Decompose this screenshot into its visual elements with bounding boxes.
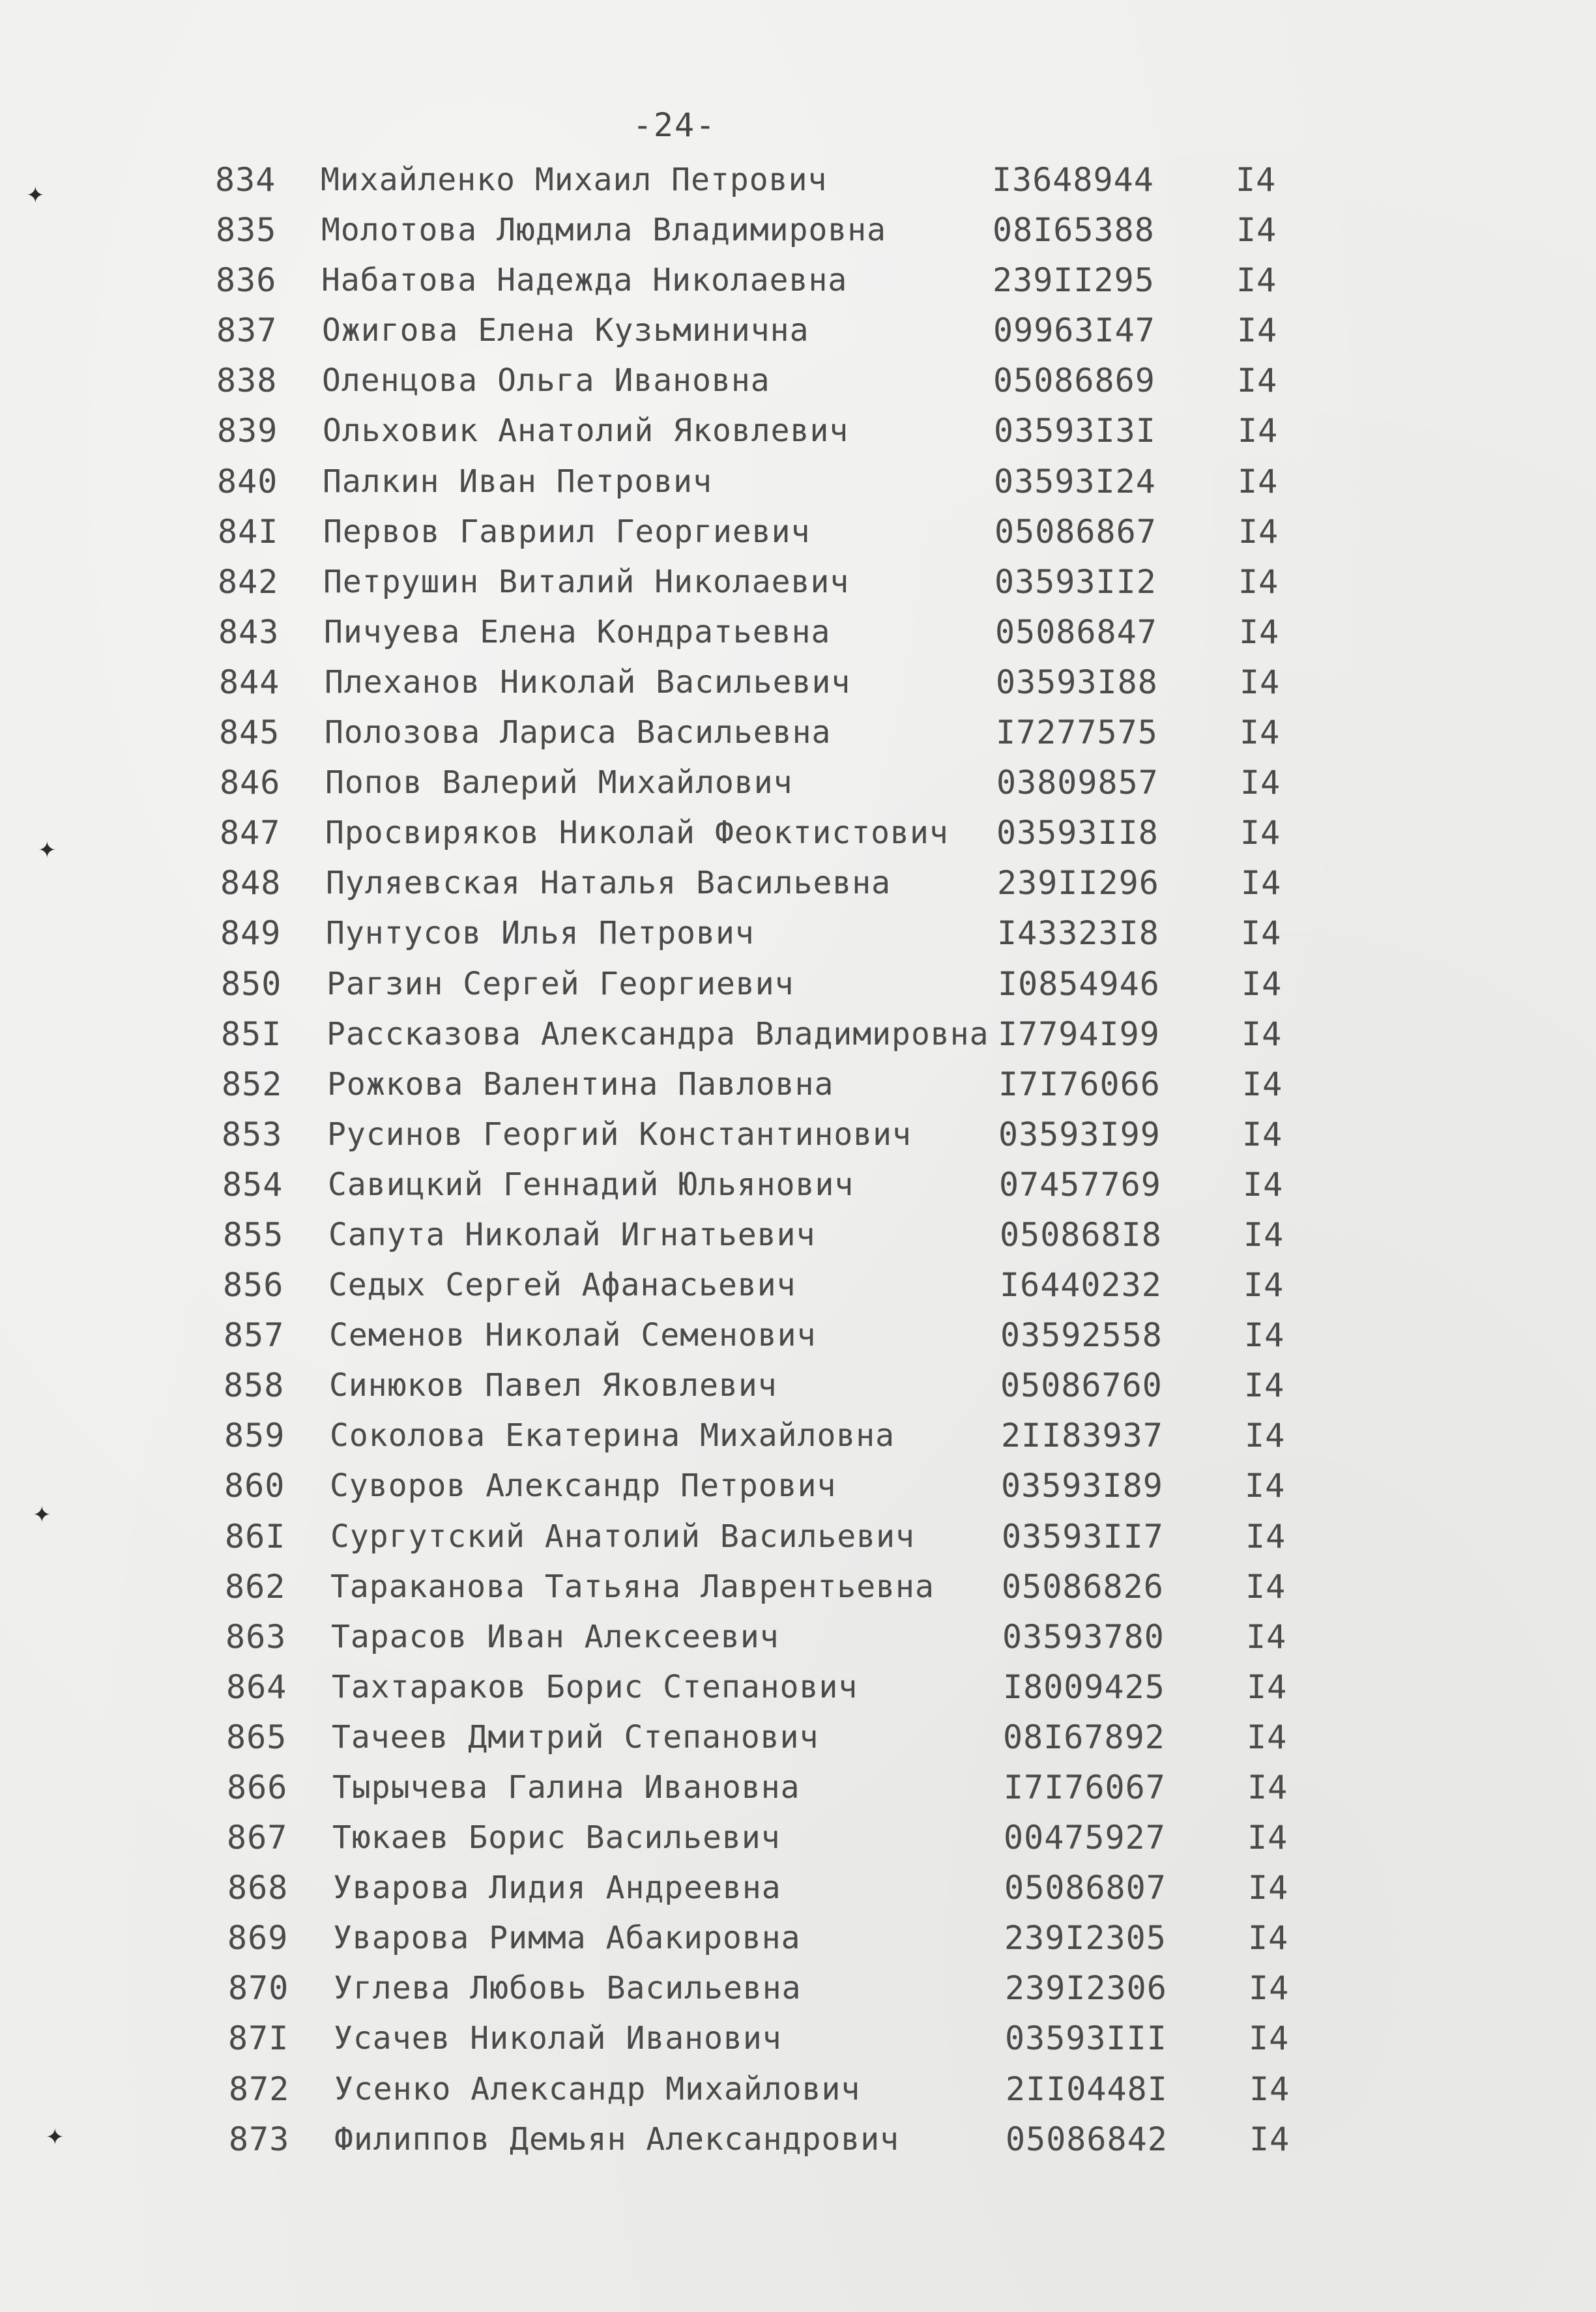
list-item-name: Ольховик Анатолий Яковлевич: [323, 412, 849, 450]
list-item: [0, 356, 1596, 406]
list-item: [0, 1863, 1596, 1913]
list-item-name: Усенко Александр Михайлович: [334, 2070, 861, 2107]
list-item-grade: I4: [1243, 1266, 1284, 1305]
list-item-grade: I4: [1240, 714, 1281, 752]
list-item-number: 834: [215, 161, 276, 199]
list-item-code: 03593I89: [1001, 1467, 1163, 1505]
list-item-name: Молотова Людмила Владимировна: [321, 212, 887, 249]
list-item-number: 843: [218, 613, 280, 651]
list-item-name: Тырычева Галина Ивановна: [332, 1769, 800, 1806]
list-item-grade: I4: [1245, 1567, 1286, 1606]
list-item-code: 09963I47: [993, 311, 1155, 350]
list-item-code: 03593II8: [996, 814, 1159, 852]
list-item-name: Тачеев Дмитрий Степанович: [332, 1718, 819, 1756]
list-item-number: 872: [229, 2070, 290, 2108]
list-item-number: 873: [229, 2120, 290, 2158]
list-item-code: 08I65388: [993, 211, 1155, 250]
list-item-name: Уварова Лидия Андреевна: [333, 1870, 781, 1907]
list-item: [0, 1712, 1596, 1763]
list-item-code: 05086807: [1004, 1869, 1167, 1907]
list-item: [0, 607, 1596, 657]
list-item: [0, 306, 1596, 356]
list-item-number: 862: [225, 1567, 286, 1606]
list-item: [0, 1461, 1596, 1511]
list-item-name: Попов Валерий Михайлович: [325, 764, 793, 802]
list-item-grade: I4: [1238, 412, 1279, 450]
list-item-grade: I4: [1247, 1769, 1288, 1806]
list-item-grade: I4: [1238, 562, 1279, 601]
list-item-code: 05086760: [1000, 1366, 1163, 1405]
list-item-number: 867: [227, 1819, 288, 1857]
list-item-number: 857: [224, 1316, 285, 1355]
list-item: [0, 2014, 1596, 2064]
list-item: [0, 2064, 1596, 2115]
list-item-grade: I4: [1247, 1718, 1288, 1756]
list-item-grade: I4: [1249, 2019, 1290, 2058]
list-item-code: 00475927: [1004, 1819, 1166, 1857]
list-item-code: 03809857: [996, 764, 1159, 802]
list-item-number: 865: [226, 1718, 287, 1756]
list-item-number: 868: [227, 1869, 289, 1907]
margin-mark-icon: ✦: [38, 837, 57, 863]
list-item-number: 866: [227, 1769, 288, 1806]
margin-mark-icon: ✦: [33, 1502, 51, 1528]
list-item-number: 863: [225, 1617, 287, 1656]
list-item-number: 858: [224, 1366, 285, 1405]
list-item: [0, 1763, 1596, 1813]
list-item: [0, 1060, 1596, 1110]
list-item-grade: I4: [1240, 663, 1281, 701]
list-item-number: 869: [227, 1919, 289, 1958]
list-item-code: 05086826: [1002, 1567, 1164, 1606]
list-item-name: Тахтараков Борис Степанович: [332, 1668, 858, 1705]
list-item-number: 85I: [221, 1015, 282, 1053]
list-item-grade: I4: [1242, 1115, 1283, 1153]
list-item-grade: I4: [1242, 1065, 1283, 1103]
list-item-name: Рагзин Сергей Георгиевич: [326, 965, 794, 1002]
list-item-number: 856: [223, 1266, 284, 1305]
list-item-grade: I4: [1244, 1366, 1285, 1405]
list-item-code: 03593III: [1005, 2019, 1167, 2058]
list-item-number: 87I: [228, 2019, 289, 2058]
list-item-code: 03593I24: [994, 462, 1156, 500]
list-item-number: 846: [220, 764, 281, 802]
list-item: [0, 507, 1596, 557]
name-list: [0, 155, 1596, 2165]
list-item: [0, 959, 1596, 1009]
list-item-name: Плеханов Николай Васильевич: [325, 663, 851, 701]
list-item-code: 05086842: [1006, 2120, 1168, 2158]
list-item-name: Суворов Александр Петрович: [330, 1467, 837, 1505]
list-item: [0, 758, 1596, 808]
list-item-name: Михайленко Михаил Петрович: [321, 162, 828, 198]
list-item-number: 839: [217, 412, 278, 450]
list-item-grade: I4: [1238, 462, 1279, 500]
list-item: [0, 155, 1596, 205]
list-item-number: 859: [224, 1417, 285, 1455]
list-item: [0, 1210, 1596, 1260]
list-item-grade: I4: [1243, 1215, 1284, 1254]
list-item-name: Соколова Екатерина Михайловна: [330, 1417, 895, 1454]
list-item-name: Филиппов Демьян Александрович: [334, 2120, 900, 2158]
list-item-grade: I4: [1241, 864, 1282, 903]
list-item-number: 835: [216, 211, 277, 250]
list-item-name: Седых Сергей Афанасьевич: [328, 1267, 796, 1304]
list-item: [0, 1110, 1596, 1160]
list-item-grade: I4: [1240, 764, 1281, 802]
list-item: [0, 1913, 1596, 1963]
list-item: [0, 908, 1596, 959]
list-item-number: 845: [219, 714, 280, 752]
list-item-name: Петрушин Виталий Николаевич: [323, 563, 850, 600]
list-item: [0, 205, 1596, 255]
list-item-code: 03593780: [1002, 1617, 1165, 1656]
page-number: -24-: [632, 106, 717, 144]
list-item-number: 853: [222, 1115, 283, 1153]
list-item-code: I6440232: [1000, 1266, 1162, 1305]
list-item-code: 07457769: [999, 1165, 1161, 1204]
list-item-name: Тараканова Татьяна Лаврентьевна: [330, 1568, 935, 1605]
list-item-grade: I4: [1245, 1517, 1286, 1555]
list-item-name: Пичуева Елена Кондратьевна: [324, 613, 831, 650]
list-item-grade: I4: [1236, 161, 1277, 199]
list-item-number: 849: [220, 914, 282, 953]
list-item-code: I43323I8: [997, 914, 1159, 953]
list-item-grade: I4: [1247, 1819, 1288, 1857]
list-item-code: 050868I8: [1000, 1215, 1162, 1254]
list-item-number: 850: [221, 964, 282, 1003]
list-item-grade: I4: [1241, 1015, 1283, 1053]
list-item-name: Рассказова Александра Владимировна: [326, 1015, 989, 1052]
margin-mark-icon: ✦: [46, 2124, 65, 2150]
list-item: [0, 808, 1596, 858]
list-item-code: 03593II7: [1002, 1517, 1164, 1555]
list-item-grade: I4: [1249, 2120, 1290, 2158]
list-item: [0, 1662, 1596, 1712]
list-item-name: Просвиряков Николай Феоктистович: [325, 815, 949, 852]
list-item-name: Уварова Римма Абакировна: [333, 1920, 801, 1957]
list-item-code: 239I2305: [1004, 1919, 1167, 1958]
list-item: [0, 708, 1596, 758]
list-item-name: Углева Любовь Васильевна: [334, 1970, 802, 2007]
list-item-number: 840: [217, 462, 278, 500]
list-item: [0, 1160, 1596, 1210]
list-item-grade: I4: [1243, 1165, 1284, 1204]
list-item-grade: I4: [1236, 211, 1277, 250]
list-item-code: 05086867: [994, 512, 1157, 551]
list-item-code: 03593I3I: [994, 412, 1156, 450]
list-item-number: 842: [218, 562, 279, 601]
list-item: [0, 1009, 1596, 1060]
list-item-name: Пуляевская Наталья Васильевна: [326, 865, 892, 902]
list-item: [0, 1411, 1596, 1461]
list-item-number: 84I: [218, 512, 279, 551]
list-item-code: 239I2306: [1005, 1969, 1167, 2008]
list-item-grade: I4: [1245, 1467, 1286, 1505]
list-item-grade: I4: [1241, 914, 1282, 953]
list-item-grade: I4: [1247, 1668, 1288, 1706]
list-item: [0, 1260, 1596, 1310]
list-item-name: Семенов Николай Семенович: [329, 1317, 817, 1354]
list-item-code: 2II83937: [1001, 1417, 1163, 1455]
list-item: [0, 406, 1596, 456]
list-item-name: Савицкий Геннадий Юльянович: [328, 1166, 854, 1203]
list-item-grade: I4: [1240, 814, 1281, 852]
list-item-number: 860: [224, 1467, 285, 1505]
list-item-grade: I4: [1248, 1919, 1289, 1958]
list-item-code: 05086847: [995, 613, 1157, 651]
list-item: [0, 557, 1596, 607]
list-item-number: 836: [216, 261, 277, 300]
list-item-code: I7I76067: [1004, 1769, 1166, 1806]
list-item-name: Оленцова Ольга Ивановна: [322, 362, 770, 399]
list-item: [0, 1813, 1596, 1863]
list-item-name: Палкин Иван Петрович: [323, 463, 712, 500]
list-item-grade: I4: [1244, 1316, 1285, 1355]
list-item-name: Тарасов Иван Алексеевич: [331, 1618, 779, 1655]
list-item-code: 03593II2: [994, 562, 1157, 601]
list-item-number: 854: [222, 1165, 283, 1204]
list-item-code: 2II0448I: [1006, 2070, 1168, 2108]
list-item-code: 08I67892: [1003, 1718, 1165, 1756]
list-item-name: Синюков Павел Яковлевич: [329, 1367, 777, 1404]
list-item-grade: I4: [1239, 613, 1280, 651]
list-item-number: 838: [216, 362, 278, 400]
list-item-code: 03593I88: [996, 663, 1158, 701]
list-item-code: I7794I99: [998, 1015, 1160, 1053]
list-item-number: 870: [228, 1969, 289, 2008]
list-item-name: Русинов Георгий Константинович: [327, 1116, 912, 1153]
list-item-grade: I4: [1249, 2070, 1290, 2108]
list-item: [0, 1562, 1596, 1612]
list-item: [0, 255, 1596, 306]
list-item-name: Сапута Николай Игнатьевич: [328, 1216, 816, 1253]
list-item-number: 847: [220, 814, 281, 852]
list-item-number: 837: [216, 311, 278, 350]
list-item: [0, 1310, 1596, 1361]
list-item-code: I7277575: [996, 714, 1158, 752]
list-item-code: I8009425: [1003, 1668, 1165, 1706]
list-item-name: Пунтусов Илья Петрович: [326, 915, 755, 952]
list-item-grade: I4: [1241, 964, 1283, 1003]
list-item-code: 239II295: [993, 261, 1155, 300]
list-item: [0, 457, 1596, 507]
list-item-name: Набатова Надежда Николаевна: [321, 262, 848, 299]
list-item-grade: I4: [1246, 1617, 1287, 1656]
list-item-code: 03593I99: [998, 1115, 1161, 1153]
list-item-grade: I4: [1237, 362, 1278, 400]
list-item: [0, 2115, 1596, 2165]
list-item-code: I3648944: [992, 161, 1154, 199]
list-item-grade: I4: [1237, 311, 1278, 350]
list-item-name: Первов Гавриил Георгиевич: [323, 513, 811, 550]
list-item-name: Усачев Николай Иванович: [334, 2020, 782, 2057]
list-item: [0, 657, 1596, 708]
list-item-number: 852: [222, 1065, 283, 1103]
list-item-name: Ожигова Елена Кузьминична: [322, 312, 809, 349]
list-item-name: Полозова Лариса Васильевна: [325, 714, 832, 751]
list-item-number: 86I: [225, 1517, 286, 1555]
list-item: [0, 858, 1596, 908]
list-item-code: 03592558: [1000, 1316, 1163, 1355]
list-item-number: 848: [220, 864, 282, 903]
list-item-name: Тюкаев Борис Васильевич: [332, 1819, 781, 1857]
list-item-grade: I4: [1238, 512, 1279, 551]
list-item-grade: I4: [1249, 1969, 1290, 2008]
list-item: [0, 1963, 1596, 2014]
list-item-code: 05086869: [993, 362, 1155, 400]
list-item-name: Сургутский Анатолий Васильевич: [330, 1518, 915, 1555]
list-item-number: 855: [223, 1215, 284, 1254]
list-item: [0, 1512, 1596, 1562]
list-item-name: Рожкова Валентина Павловна: [327, 1065, 834, 1103]
list-item-code: I7I76066: [998, 1065, 1161, 1103]
list-item: [0, 1612, 1596, 1662]
list-item-number: 844: [219, 663, 280, 701]
list-item: [0, 1361, 1596, 1411]
list-item-grade: I4: [1236, 261, 1277, 300]
margin-mark-icon: ✦: [26, 182, 45, 209]
list-item-code: 239II296: [997, 864, 1159, 903]
list-item-grade: I4: [1245, 1417, 1286, 1455]
list-item-code: I0854946: [998, 964, 1160, 1003]
list-item-number: 864: [226, 1668, 287, 1706]
list-item-grade: I4: [1248, 1869, 1289, 1907]
